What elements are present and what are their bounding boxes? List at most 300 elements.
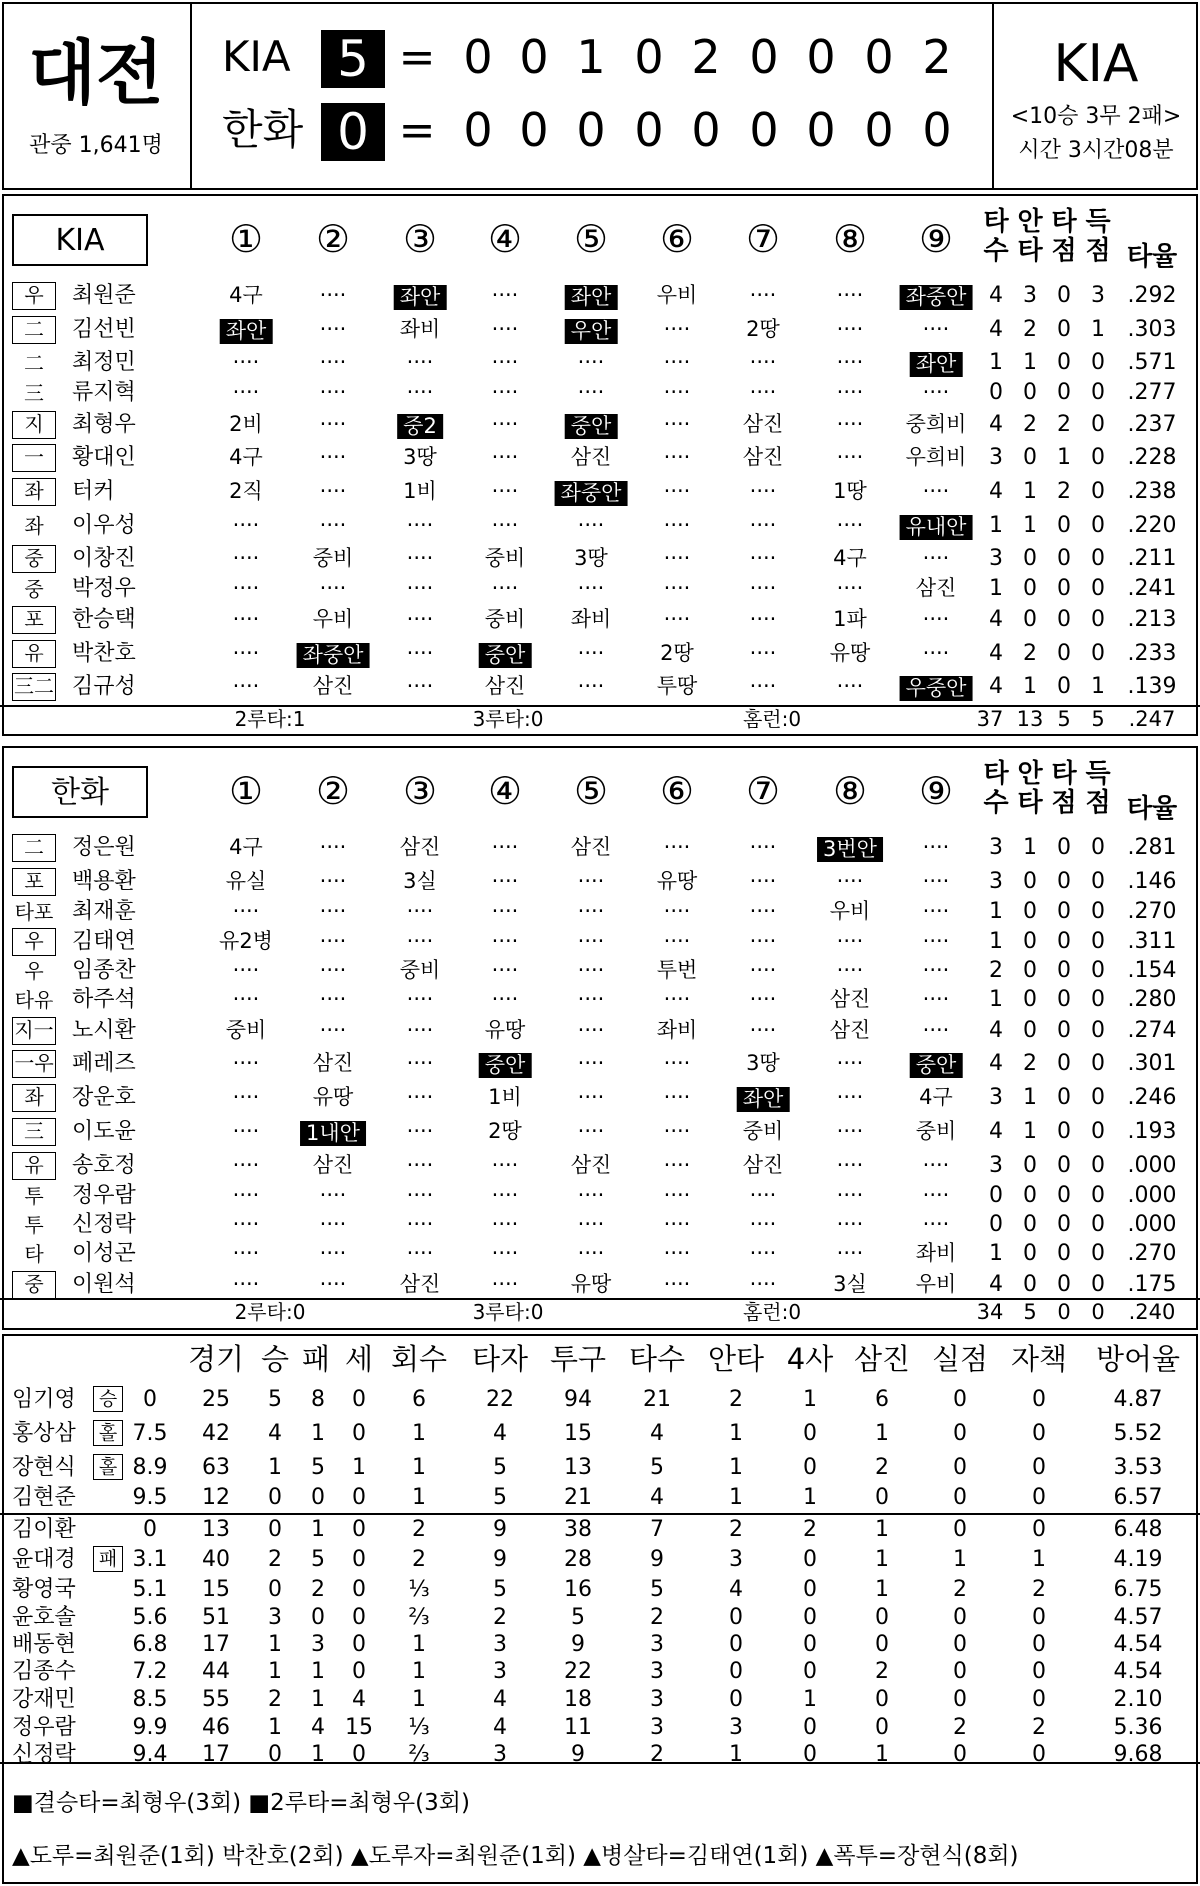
player-r: 0: [1091, 1051, 1105, 1076]
player-name: 임종찬: [72, 958, 136, 983]
pitcher-stat: 94: [564, 1387, 592, 1412]
pitcher-stat: 4.57: [1113, 1605, 1163, 1630]
pitcher-name: 배동현: [12, 1632, 76, 1657]
pitcher-stat: 4: [311, 1715, 325, 1740]
player-name: 류지혁: [72, 380, 136, 405]
at-bat-result: 중2: [397, 414, 443, 439]
pitcher-name: 홍상삼: [12, 1421, 76, 1446]
at-bat-result: 중비: [484, 546, 526, 570]
pitcher-stat: 0: [729, 1659, 743, 1684]
at-bat-result: ····: [922, 317, 950, 341]
player-rbi: 0: [1057, 835, 1071, 860]
at-bat-result: ····: [749, 350, 777, 374]
player-name: 하주석: [72, 987, 136, 1012]
at-bat-result: ····: [577, 1119, 605, 1143]
at-bat-result: ····: [922, 479, 950, 503]
at-bat-result: ····: [406, 674, 434, 698]
at-bat-result: ····: [232, 546, 260, 570]
at-bat-result: ····: [319, 958, 347, 982]
at-bat-result: 중비: [312, 546, 354, 570]
player-r: 0: [1091, 350, 1105, 375]
pitcher-stat: ⅓: [408, 1715, 430, 1740]
player-avg: .270: [1127, 1241, 1177, 1266]
pitcher-stat: 9.68: [1113, 1742, 1163, 1767]
player-h: 1: [1023, 1119, 1037, 1144]
player-name: 김태연: [72, 929, 136, 954]
pitcher-stat: 0: [875, 1687, 889, 1712]
at-bat-result: ····: [491, 835, 519, 859]
pitcher-entry-inning: 5.6: [132, 1605, 168, 1630]
pitcher-stat: 0: [1032, 1605, 1046, 1630]
at-bat-result: 삼진: [399, 1272, 441, 1296]
at-bat-result: ····: [836, 1051, 864, 1075]
at-bat-result: ····: [749, 1241, 777, 1265]
player-rbi: 0: [1057, 1153, 1071, 1178]
at-bat-result: ····: [406, 546, 434, 570]
at-bat-result: 우중안: [900, 676, 973, 701]
score-inning-run: 0: [691, 103, 721, 157]
at-bat-result: ····: [406, 1051, 434, 1075]
at-bat-result: ····: [749, 641, 777, 665]
pitcher-stat: 0: [268, 1517, 282, 1542]
pitcher-stat: 1: [412, 1421, 426, 1446]
at-bat-result: 중비: [742, 1119, 784, 1143]
at-bat-result: ····: [319, 445, 347, 469]
pitcher-stat: 0: [1032, 1455, 1046, 1480]
pitcher-stat: 1: [729, 1742, 743, 1767]
player-ab: 1: [989, 899, 1003, 924]
pitcher-stat: 0: [268, 1742, 282, 1767]
player-ab: 3: [989, 1085, 1003, 1110]
footer-ab: 34: [976, 1300, 1004, 1324]
pitching-header: 경기: [187, 1342, 245, 1376]
at-bat-result: 유내안: [900, 515, 973, 540]
score-inning-run: 0: [576, 103, 606, 157]
at-bat-result: 3실: [403, 869, 437, 893]
player-name: 장운호: [72, 1085, 136, 1110]
at-bat-result: ····: [922, 835, 950, 859]
pitcher-stat: 1: [412, 1632, 426, 1657]
at-bat-result: ····: [406, 607, 434, 631]
at-bat-result: ····: [406, 1119, 434, 1143]
pitcher-stat: 0: [352, 1421, 366, 1446]
at-bat-result: ····: [922, 1183, 950, 1207]
pitcher-stat: 0: [875, 1632, 889, 1657]
pitcher-stat: 5.36: [1113, 1715, 1163, 1740]
pitcher-decision: 홀: [93, 1420, 123, 1446]
player-avg: .270: [1127, 899, 1177, 924]
pitcher-stat: 2: [875, 1455, 889, 1480]
at-bat-result: 3실: [833, 1272, 867, 1296]
pitcher-stat: 4: [493, 1687, 507, 1712]
at-bat-result: ····: [319, 1241, 347, 1265]
at-bat-result: ····: [663, 412, 691, 436]
at-bat-result: ····: [836, 958, 864, 982]
player-r: 0: [1091, 987, 1105, 1012]
player-ab: 3: [989, 546, 1003, 571]
at-bat-result: 삼진: [829, 1018, 871, 1042]
pitcher-stat: 0: [953, 1387, 967, 1412]
at-bat-result: 우비: [656, 283, 698, 307]
footer-triples: 3루타:0: [472, 707, 544, 731]
pitcher-stat: 21: [643, 1387, 671, 1412]
at-bat-result: 1비: [403, 479, 437, 503]
player-h: 1: [1023, 479, 1037, 504]
player-ab: 4: [989, 674, 1003, 699]
player-h: 1: [1023, 674, 1037, 699]
pitcher-stat: 17: [202, 1742, 230, 1767]
player-rbi: 0: [1057, 1212, 1071, 1237]
at-bat-result: ····: [577, 380, 605, 404]
at-bat-result: ····: [663, 607, 691, 631]
player-h: 0: [1023, 546, 1037, 571]
at-bat-result: 좌안: [565, 285, 618, 310]
player-avg: .301: [1127, 1051, 1177, 1076]
player-avg: .241: [1127, 576, 1177, 601]
at-bat-result: ····: [232, 1085, 260, 1109]
position: 타: [24, 1242, 44, 1266]
player-rbi: 0: [1057, 607, 1071, 632]
player-ab: 1: [989, 513, 1003, 538]
at-bat-result: 2땅: [746, 317, 780, 341]
at-bat-result: ····: [491, 1183, 519, 1207]
player-rbi: 0: [1057, 380, 1071, 405]
player-ab: 4: [989, 1018, 1003, 1043]
player-r: 0: [1091, 958, 1105, 983]
pitcher-stat: 6.75: [1113, 1577, 1163, 1602]
pitcher-stat: 1: [875, 1547, 889, 1572]
player-ab: 3: [989, 1153, 1003, 1178]
player-h: 0: [1023, 380, 1037, 405]
player-ab: 0: [989, 1183, 1003, 1208]
player-r: 0: [1091, 929, 1105, 954]
at-bat-result: 중안: [910, 1053, 963, 1078]
at-bat-result: 좌중안: [900, 285, 973, 310]
at-bat-result: 삼진: [742, 412, 784, 436]
at-bat-result: ····: [406, 350, 434, 374]
player-h: 0: [1023, 899, 1037, 924]
pitcher-stat: 18: [564, 1687, 592, 1712]
inning-header: ④: [487, 769, 523, 813]
pitcher-stat: 4: [352, 1687, 366, 1712]
pitcher-name: 김종수: [12, 1659, 76, 1684]
stat-header-rbi: 타점: [1051, 207, 1077, 267]
player-h: 0: [1023, 607, 1037, 632]
player-h: 0: [1023, 1018, 1037, 1043]
player-h: 0: [1023, 958, 1037, 983]
pitcher-stat: 5: [268, 1387, 282, 1412]
at-bat-result: ····: [319, 899, 347, 923]
player-r: 0: [1091, 1119, 1105, 1144]
pitcher-stat: 21: [564, 1485, 592, 1510]
pitcher-stat: 4.19: [1113, 1547, 1163, 1572]
player-name: 송호정: [72, 1153, 136, 1178]
at-bat-result: ····: [232, 576, 260, 600]
player-rbi: 0: [1057, 899, 1071, 924]
pitcher-stat: 0: [803, 1421, 817, 1446]
at-bat-result: ····: [491, 513, 519, 537]
at-bat-result: ····: [232, 1241, 260, 1265]
player-avg: .292: [1127, 283, 1177, 308]
at-bat-result: 좌비: [570, 607, 612, 631]
score-total-runs: 0: [321, 103, 385, 161]
pitcher-name: 황영국: [12, 1577, 76, 1602]
pitcher-stat: 4: [493, 1715, 507, 1740]
at-bat-result: 2비: [229, 412, 263, 436]
inning-header: ⑧: [832, 217, 868, 261]
player-name: 신정락: [72, 1212, 136, 1237]
position: 좌: [24, 514, 44, 538]
player-h: 0: [1023, 1241, 1037, 1266]
pitcher-stat: 2: [953, 1577, 967, 1602]
pitcher-stat: 9: [571, 1742, 585, 1767]
pitcher-stat: 0: [311, 1605, 325, 1630]
at-bat-result: ····: [319, 283, 347, 307]
at-bat-result: ····: [836, 1183, 864, 1207]
at-bat-result: 4구: [833, 546, 867, 570]
at-bat-result: ····: [663, 576, 691, 600]
at-bat-result: 4구: [229, 835, 263, 859]
pitcher-stat: 6.57: [1113, 1485, 1163, 1510]
player-h: 0: [1023, 1212, 1037, 1237]
at-bat-result: ····: [406, 1212, 434, 1236]
score-team-name: 한화: [222, 105, 304, 154]
at-bat-result: ····: [232, 1153, 260, 1177]
pitcher-stat: 0: [803, 1547, 817, 1572]
at-bat-result: ····: [232, 899, 260, 923]
at-bat-result: ····: [663, 350, 691, 374]
pitcher-stat: 0: [352, 1742, 366, 1767]
at-bat-result: 좌비: [399, 317, 441, 341]
pitcher-stat: 0: [352, 1517, 366, 1542]
pitcher-stat: 1: [412, 1659, 426, 1684]
pitcher-stat: 1: [268, 1659, 282, 1684]
pitcher-stat: 51: [202, 1605, 230, 1630]
player-name: 한승택: [72, 607, 136, 632]
pitcher-stat: 55: [202, 1687, 230, 1712]
pitcher-entry-inning: 0: [143, 1387, 157, 1412]
pitcher-stat: 0: [352, 1547, 366, 1572]
at-bat-result: ····: [406, 929, 434, 953]
player-avg: .000: [1127, 1153, 1177, 1178]
inning-header: ①: [228, 769, 264, 813]
pitcher-stat: 6: [412, 1387, 426, 1412]
at-bat-result: ····: [836, 350, 864, 374]
player-ab: 1: [989, 929, 1003, 954]
pitcher-stat: 1: [311, 1659, 325, 1684]
position: 우: [12, 928, 56, 956]
at-bat-result: ····: [663, 317, 691, 341]
player-r: 0: [1091, 1183, 1105, 1208]
at-bat-result: ····: [836, 317, 864, 341]
at-bat-result: ····: [232, 607, 260, 631]
at-bat-result: ····: [577, 674, 605, 698]
player-avg: .000: [1127, 1212, 1177, 1237]
player-h: 1: [1023, 513, 1037, 538]
pitcher-entry-inning: 9.4: [132, 1742, 168, 1767]
inning-header: ⑤: [573, 769, 609, 813]
player-name: 정은원: [72, 835, 136, 860]
pitcher-stat: 0: [352, 1387, 366, 1412]
player-rbi: 0: [1057, 641, 1071, 666]
at-bat-result: ····: [749, 380, 777, 404]
player-avg: .139: [1127, 674, 1177, 699]
player-rbi: 0: [1057, 1051, 1071, 1076]
at-bat-result: 유실: [225, 869, 267, 893]
player-avg: .246: [1127, 1085, 1177, 1110]
at-bat-result: 중희비: [905, 412, 967, 436]
footer-triples: 3루타:0: [472, 1300, 544, 1324]
pitcher-stat: ⅔: [408, 1742, 430, 1767]
pitcher-stat: 5: [493, 1485, 507, 1510]
at-bat-result: ····: [663, 929, 691, 953]
player-r: 0: [1091, 869, 1105, 894]
pitcher-stat: 11: [564, 1715, 592, 1740]
at-bat-result: ····: [836, 1085, 864, 1109]
pitcher-stat: 1: [729, 1485, 743, 1510]
player-name: 최정민: [72, 350, 136, 375]
pitcher-stat: 6.48: [1113, 1517, 1163, 1542]
at-bat-result: 중비: [915, 1119, 957, 1143]
pitcher-stat: 15: [345, 1715, 373, 1740]
pitcher-stat: 0: [1032, 1517, 1046, 1542]
pitcher-stat: 7: [650, 1517, 664, 1542]
pitcher-entry-inning: 7.2: [132, 1659, 168, 1684]
player-r: 3: [1091, 283, 1105, 308]
pitcher-stat: 0: [268, 1485, 282, 1510]
player-ab: 0: [989, 380, 1003, 405]
player-name: 최재훈: [72, 899, 136, 924]
pitcher-stat: 0: [1032, 1632, 1046, 1657]
at-bat-result: 1내안: [300, 1121, 366, 1146]
stat-header-r: 득점: [1085, 759, 1111, 819]
player-rbi: 0: [1057, 869, 1071, 894]
at-bat-result: 좌비: [656, 1018, 698, 1042]
player-h: 1: [1023, 1085, 1037, 1110]
at-bat-result: 삼진: [312, 674, 354, 698]
inning-header: ⑥: [659, 769, 695, 813]
at-bat-result: ····: [749, 513, 777, 537]
at-bat-result: ····: [491, 445, 519, 469]
player-ab: 4: [989, 479, 1003, 504]
pitcher-stat: 28: [564, 1547, 592, 1572]
pitcher-decision: 승: [93, 1386, 123, 1412]
at-bat-result: 3땅: [403, 445, 437, 469]
footer-rbi: 0: [1057, 1300, 1071, 1324]
player-ab: 2: [989, 958, 1003, 983]
pitcher-entry-inning: 9.5: [132, 1485, 168, 1510]
at-bat-result: 좌비: [915, 1241, 957, 1265]
player-avg: .238: [1127, 479, 1177, 504]
player-r: 0: [1091, 546, 1105, 571]
pitching-group-divider: [0, 1513, 1200, 1515]
score-inning-run: 0: [519, 30, 549, 84]
at-bat-result: ····: [922, 958, 950, 982]
pitcher-stat: 3: [650, 1715, 664, 1740]
pitcher-stat: 4: [650, 1421, 664, 1446]
footer-avg: .240: [1128, 1300, 1176, 1324]
pitcher-stat: 2: [650, 1742, 664, 1767]
score-inning-run: 0: [463, 103, 493, 157]
pitching-header: 세: [344, 1342, 374, 1376]
notes-divider: [0, 1762, 1200, 1764]
at-bat-result: 유2병: [219, 929, 273, 953]
notes-line-2: ▲도루=최원준(1회) 박찬호(2회) ▲도루자=최원준(1회) ▲병살타=김태연(1회) ▲폭투=장현식(8회): [12, 1843, 1019, 1869]
at-bat-result: ····: [663, 546, 691, 570]
player-avg: .146: [1127, 869, 1177, 894]
pitcher-stat: 15: [564, 1421, 592, 1446]
player-r: 0: [1091, 1153, 1105, 1178]
pitcher-stat: 0: [352, 1577, 366, 1602]
pitcher-stat: 1: [875, 1577, 889, 1602]
player-name: 노시환: [72, 1018, 136, 1043]
pitcher-stat: 5: [311, 1547, 325, 1572]
at-bat-result: ····: [922, 546, 950, 570]
at-bat-result: ····: [663, 987, 691, 1011]
at-bat-result: ····: [922, 380, 950, 404]
at-bat-result: 삼진: [829, 987, 871, 1011]
pitcher-stat: 0: [1032, 1387, 1046, 1412]
at-bat-result: ····: [749, 283, 777, 307]
at-bat-result: ····: [663, 1183, 691, 1207]
at-bat-result: ····: [491, 283, 519, 307]
player-h: 1: [1023, 350, 1037, 375]
player-avg: .303: [1127, 317, 1177, 342]
pitcher-stat: 17: [202, 1632, 230, 1657]
pitcher-stat: 4.54: [1113, 1659, 1163, 1684]
at-bat-result: ····: [836, 929, 864, 953]
player-ab: 1: [989, 350, 1003, 375]
at-bat-result: 삼진: [570, 1153, 612, 1177]
at-bat-result: ····: [922, 607, 950, 631]
at-bat-result: ····: [922, 899, 950, 923]
pitcher-stat: 0: [953, 1455, 967, 1480]
player-name: 터커: [72, 479, 115, 504]
position: 지: [12, 411, 56, 439]
at-bat-result: ····: [319, 929, 347, 953]
at-bat-result: ····: [663, 445, 691, 469]
at-bat-result: ····: [319, 1018, 347, 1042]
pitcher-name: 임기영: [12, 1387, 76, 1412]
pitcher-stat: 9: [650, 1547, 664, 1572]
player-ab: 4: [989, 412, 1003, 437]
pitcher-name: 김현준: [12, 1485, 76, 1510]
player-r: 0: [1091, 899, 1105, 924]
player-r: 0: [1091, 1018, 1105, 1043]
at-bat-result: ····: [663, 1051, 691, 1075]
player-name: 최형우: [72, 412, 136, 437]
pitcher-stat: 63: [202, 1455, 230, 1480]
at-bat-result: ····: [232, 958, 260, 982]
pitching-header: 4사: [786, 1342, 834, 1376]
at-bat-result: 삼진: [915, 576, 957, 600]
pitcher-stat: 4.54: [1113, 1632, 1163, 1657]
player-ab: 3: [989, 835, 1003, 860]
player-h: 2: [1023, 1051, 1037, 1076]
player-avg: .175: [1127, 1272, 1177, 1297]
at-bat-result: ····: [577, 1051, 605, 1075]
pitcher-stat: 0: [803, 1455, 817, 1480]
at-bat-result: 삼진: [399, 835, 441, 859]
at-bat-result: ····: [749, 674, 777, 698]
team-name: KIA: [55, 223, 105, 258]
at-bat-result: 1땅: [833, 479, 867, 503]
player-name: 김규성: [72, 674, 136, 699]
at-bat-result: 1비: [488, 1085, 522, 1109]
pitcher-stat: 2: [875, 1659, 889, 1684]
pitcher-stat: 22: [564, 1659, 592, 1684]
player-ab: 4: [989, 283, 1003, 308]
